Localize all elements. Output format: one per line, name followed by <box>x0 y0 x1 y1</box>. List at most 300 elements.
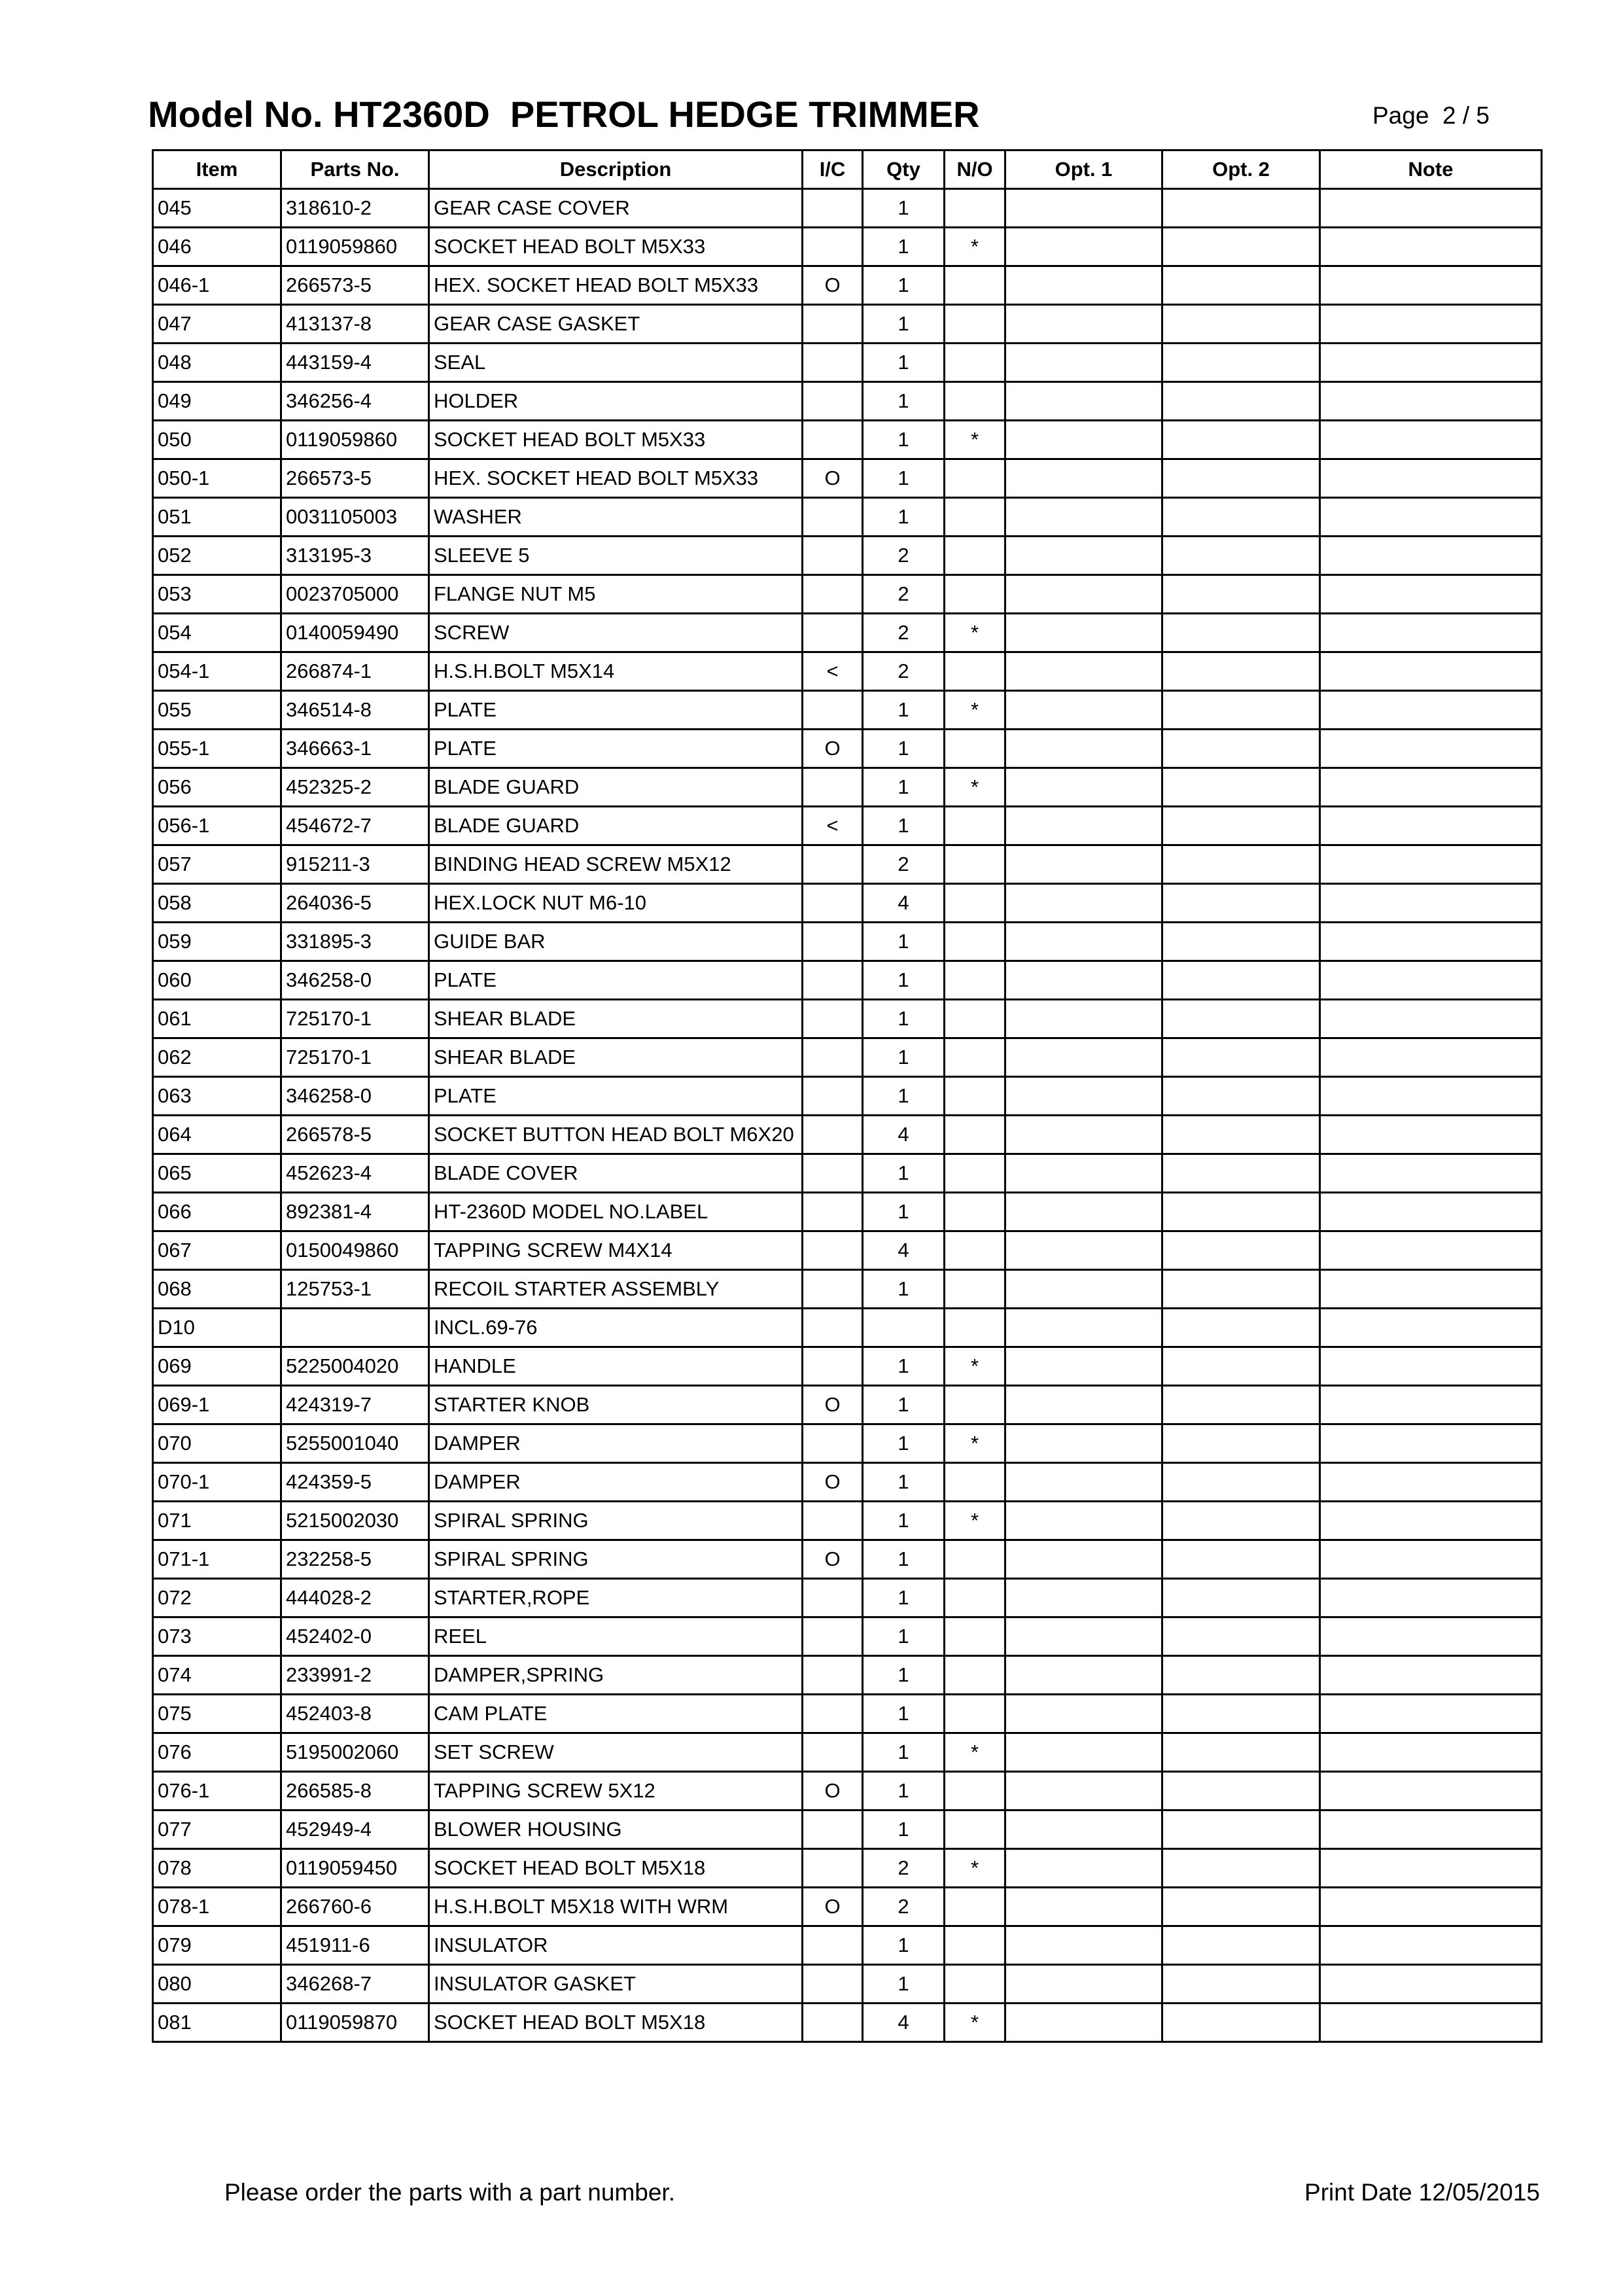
no-cell <box>945 1772 1005 1810</box>
parts-no-cell: 266573-5 <box>281 459 429 498</box>
opt1-cell <box>1005 498 1162 537</box>
opt1-cell <box>1005 768 1162 807</box>
description-cell: GUIDE BAR <box>429 923 803 961</box>
no-cell <box>945 1309 1005 1347</box>
opt2-cell <box>1162 305 1320 344</box>
note-cell <box>1320 1154 1542 1193</box>
item-cell: 067 <box>153 1231 281 1270</box>
ic-cell <box>803 498 863 537</box>
description-cell: HT-2360D MODEL NO.LABEL <box>429 1193 803 1231</box>
table-row <box>153 344 1542 382</box>
table-row <box>153 1347 1542 1386</box>
opt2-cell <box>1162 1038 1320 1077</box>
opt2-cell <box>1162 1270 1320 1309</box>
ic-cell <box>803 1154 863 1193</box>
qty-cell: 1 <box>863 1695 945 1733</box>
item-cell: 055-1 <box>153 730 281 768</box>
note-cell <box>1320 2004 1542 2042</box>
opt2-cell <box>1162 1309 1320 1347</box>
ic-cell <box>803 537 863 575</box>
parts-no-cell: 454672-7 <box>281 807 429 845</box>
table-row <box>153 1888 1542 1926</box>
no-cell <box>945 1270 1005 1309</box>
table-row <box>153 2004 1542 2042</box>
opt1-cell <box>1005 1849 1162 1888</box>
parts-no-cell: 266760-6 <box>281 1888 429 1926</box>
item-cell: 071 <box>153 1502 281 1540</box>
ic-cell: O <box>803 730 863 768</box>
table-row <box>153 1270 1542 1309</box>
description-cell: BLADE GUARD <box>429 807 803 845</box>
no-cell <box>945 1579 1005 1617</box>
opt1-cell <box>1005 344 1162 382</box>
qty-cell: 1 <box>863 807 945 845</box>
qty-cell: 1 <box>863 768 945 807</box>
ic-cell <box>803 1617 863 1656</box>
table-row <box>153 768 1542 807</box>
qty-cell: 1 <box>863 1926 945 1965</box>
qty-cell: 1 <box>863 1193 945 1231</box>
table-row <box>153 1695 1542 1733</box>
qty-cell: 1 <box>863 1810 945 1849</box>
ic-cell: O <box>803 1772 863 1810</box>
opt2-cell <box>1162 768 1320 807</box>
no-cell <box>945 266 1005 305</box>
qty-cell: 1 <box>863 1502 945 1540</box>
qty-cell: 1 <box>863 1617 945 1656</box>
table-row <box>153 652 1542 691</box>
parts-no-cell: 424319-7 <box>281 1386 429 1424</box>
note-cell <box>1320 1270 1542 1309</box>
ic-cell <box>803 575 863 614</box>
opt2-cell <box>1162 1193 1320 1231</box>
table-row <box>153 961 1542 1000</box>
opt2-cell <box>1162 1000 1320 1038</box>
note-cell <box>1320 189 1542 228</box>
description-cell: H.S.H.BOLT M5X14 <box>429 652 803 691</box>
table-row <box>153 845 1542 884</box>
qty-cell: 1 <box>863 305 945 344</box>
opt1-cell <box>1005 1772 1162 1810</box>
parts-no-cell: 413137-8 <box>281 305 429 344</box>
table-row <box>153 1540 1542 1579</box>
parts-no-cell: 725170-1 <box>281 1038 429 1077</box>
no-cell <box>945 1656 1005 1695</box>
opt2-cell <box>1162 730 1320 768</box>
opt1-cell <box>1005 1617 1162 1656</box>
opt1-cell <box>1005 266 1162 305</box>
opt1-cell <box>1005 1309 1162 1347</box>
opt2-cell <box>1162 807 1320 845</box>
no-cell: * <box>945 2004 1005 2042</box>
qty-cell: 1 <box>863 1463 945 1502</box>
qty-cell: 1 <box>863 691 945 730</box>
item-cell: 046-1 <box>153 266 281 305</box>
opt2-cell <box>1162 266 1320 305</box>
no-cell <box>945 189 1005 228</box>
opt1-cell <box>1005 575 1162 614</box>
table-row <box>153 1386 1542 1424</box>
item-cell: 063 <box>153 1077 281 1116</box>
item-cell: 073 <box>153 1617 281 1656</box>
no-cell <box>945 1116 1005 1154</box>
note-cell <box>1320 1077 1542 1116</box>
description-cell: PLATE <box>429 691 803 730</box>
column-header-no: N/O <box>945 150 1005 189</box>
ic-cell <box>803 1656 863 1695</box>
qty-cell: 1 <box>863 1540 945 1579</box>
opt1-cell <box>1005 1540 1162 1579</box>
item-cell: 053 <box>153 575 281 614</box>
description-cell: TAPPING SCREW 5X12 <box>429 1772 803 1810</box>
note-cell <box>1320 1926 1542 1965</box>
table-row <box>153 1502 1542 1540</box>
item-cell: 048 <box>153 344 281 382</box>
parts-no-cell: 0119059450 <box>281 1849 429 1888</box>
no-cell <box>945 923 1005 961</box>
table-row <box>153 1077 1542 1116</box>
note-cell <box>1320 1733 1542 1772</box>
item-cell: 074 <box>153 1656 281 1695</box>
ic-cell: O <box>803 1463 863 1502</box>
table-row <box>153 1231 1542 1270</box>
no-cell <box>945 1888 1005 1926</box>
qty-cell: 4 <box>863 1231 945 1270</box>
ic-cell <box>803 1424 863 1463</box>
ic-cell <box>803 1077 863 1116</box>
description-cell: H.S.H.BOLT M5X18 WITH WRM <box>429 1888 803 1926</box>
no-cell <box>945 1038 1005 1077</box>
table-row <box>153 1463 1542 1502</box>
description-cell: SHEAR BLADE <box>429 1038 803 1077</box>
qty-cell: 1 <box>863 961 945 1000</box>
no-cell <box>945 1617 1005 1656</box>
ic-cell: O <box>803 459 863 498</box>
parts-no-cell: 443159-4 <box>281 344 429 382</box>
description-cell: SEAL <box>429 344 803 382</box>
ic-cell <box>803 961 863 1000</box>
table-row <box>153 305 1542 344</box>
note-cell <box>1320 305 1542 344</box>
opt2-cell <box>1162 2004 1320 2042</box>
parts-no-cell: 0150049860 <box>281 1231 429 1270</box>
table-row <box>153 459 1542 498</box>
note-cell <box>1320 1617 1542 1656</box>
ic-cell <box>803 2004 863 2042</box>
opt1-cell <box>1005 1579 1162 1617</box>
description-cell: BLOWER HOUSING <box>429 1810 803 1849</box>
ic-cell <box>803 1000 863 1038</box>
column-header-description: Description <box>429 150 803 189</box>
table-row <box>153 228 1542 266</box>
item-cell: 049 <box>153 382 281 421</box>
item-cell: 050-1 <box>153 459 281 498</box>
description-cell: INSULATOR <box>429 1926 803 1965</box>
parts-no-cell: 725170-1 <box>281 1000 429 1038</box>
table-row <box>153 1810 1542 1849</box>
table-row <box>153 575 1542 614</box>
parts-no-cell: 5195002060 <box>281 1733 429 1772</box>
parts-no-cell: 0119059870 <box>281 2004 429 2042</box>
note-cell <box>1320 1502 1542 1540</box>
opt2-cell <box>1162 961 1320 1000</box>
opt2-cell <box>1162 1656 1320 1695</box>
note-cell <box>1320 1888 1542 1926</box>
note-cell <box>1320 1231 1542 1270</box>
qty-cell: 1 <box>863 923 945 961</box>
item-cell: 077 <box>153 1810 281 1849</box>
parts-no-cell: 266874-1 <box>281 652 429 691</box>
no-cell <box>945 305 1005 344</box>
item-cell: 057 <box>153 845 281 884</box>
qty-cell: 1 <box>863 1038 945 1077</box>
no-cell <box>945 1193 1005 1231</box>
no-cell: * <box>945 1502 1005 1540</box>
note-cell <box>1320 344 1542 382</box>
table-row <box>153 1617 1542 1656</box>
no-cell: * <box>945 768 1005 807</box>
table-row <box>153 1193 1542 1231</box>
parts-no-cell: 125753-1 <box>281 1270 429 1309</box>
note-cell <box>1320 884 1542 923</box>
parts-no-cell: 346663-1 <box>281 730 429 768</box>
qty-cell: 2 <box>863 1888 945 1926</box>
no-cell <box>945 807 1005 845</box>
column-header-qty: Qty <box>863 150 945 189</box>
no-cell <box>945 1965 1005 2004</box>
ic-cell <box>803 1270 863 1309</box>
qty-cell: 1 <box>863 382 945 421</box>
description-cell: DAMPER,SPRING <box>429 1656 803 1695</box>
opt1-cell <box>1005 1810 1162 1849</box>
opt1-cell <box>1005 1038 1162 1077</box>
table-row <box>153 691 1542 730</box>
description-cell: BLADE COVER <box>429 1154 803 1193</box>
opt1-cell <box>1005 1733 1162 1772</box>
opt2-cell <box>1162 923 1320 961</box>
opt1-cell <box>1005 1965 1162 2004</box>
no-cell <box>945 1077 1005 1116</box>
column-header-parts-no: Parts No. <box>281 150 429 189</box>
note-cell <box>1320 1193 1542 1231</box>
description-cell: SHEAR BLADE <box>429 1000 803 1038</box>
opt1-cell <box>1005 845 1162 884</box>
note-cell <box>1320 1540 1542 1579</box>
opt1-cell <box>1005 1386 1162 1424</box>
no-cell <box>945 537 1005 575</box>
description-cell: STARTER,ROPE <box>429 1579 803 1617</box>
qty-cell: 1 <box>863 459 945 498</box>
description-cell: SCREW <box>429 614 803 652</box>
parts-no-cell: 892381-4 <box>281 1193 429 1231</box>
ic-cell <box>803 1926 863 1965</box>
table-row <box>153 1309 1542 1347</box>
opt1-cell <box>1005 961 1162 1000</box>
ic-cell <box>803 614 863 652</box>
opt2-cell <box>1162 1695 1320 1733</box>
opt1-cell <box>1005 884 1162 923</box>
parts-no-cell: 451911-6 <box>281 1926 429 1965</box>
ic-cell: < <box>803 652 863 691</box>
ic-cell <box>803 1849 863 1888</box>
opt1-cell <box>1005 1888 1162 1926</box>
table-row <box>153 884 1542 923</box>
note-cell <box>1320 1386 1542 1424</box>
opt1-cell <box>1005 1926 1162 1965</box>
qty-cell: 1 <box>863 1154 945 1193</box>
opt2-cell <box>1162 1116 1320 1154</box>
opt1-cell <box>1005 382 1162 421</box>
opt1-cell <box>1005 1231 1162 1270</box>
note-cell <box>1320 845 1542 884</box>
description-cell: SOCKET HEAD BOLT M5X33 <box>429 421 803 459</box>
note-cell <box>1320 1000 1542 1038</box>
description-cell: INSULATOR GASKET <box>429 1965 803 2004</box>
qty-cell: 2 <box>863 614 945 652</box>
opt2-cell <box>1162 1926 1320 1965</box>
table-row <box>153 1579 1542 1617</box>
opt1-cell <box>1005 537 1162 575</box>
parts-table <box>152 149 1543 2043</box>
no-cell <box>945 575 1005 614</box>
opt1-cell <box>1005 421 1162 459</box>
no-cell <box>945 1540 1005 1579</box>
qty-cell: 1 <box>863 1772 945 1810</box>
opt1-cell <box>1005 2004 1162 2042</box>
item-cell: 061 <box>153 1000 281 1038</box>
ic-cell: O <box>803 1888 863 1926</box>
no-cell <box>945 382 1005 421</box>
item-cell: 052 <box>153 537 281 575</box>
no-cell: * <box>945 228 1005 266</box>
opt1-cell <box>1005 189 1162 228</box>
ic-cell <box>803 1502 863 1540</box>
no-cell <box>945 730 1005 768</box>
ic-cell <box>803 691 863 730</box>
item-cell: 072 <box>153 1579 281 1617</box>
opt1-cell <box>1005 1077 1162 1116</box>
parts-no-cell: 0140059490 <box>281 614 429 652</box>
opt1-cell <box>1005 730 1162 768</box>
qty-cell: 1 <box>863 228 945 266</box>
parts-no-cell: 5255001040 <box>281 1424 429 1463</box>
no-cell: * <box>945 1733 1005 1772</box>
parts-no-cell: 452403-8 <box>281 1695 429 1733</box>
parts-no-cell: 318610-2 <box>281 189 429 228</box>
note-cell <box>1320 961 1542 1000</box>
description-cell: FLANGE NUT M5 <box>429 575 803 614</box>
opt2-cell <box>1162 1463 1320 1502</box>
order-note: Please order the parts with a part number. <box>224 2179 675 2206</box>
description-cell: SLEEVE 5 <box>429 537 803 575</box>
ic-cell <box>803 1193 863 1231</box>
opt1-cell <box>1005 1656 1162 1695</box>
opt2-cell <box>1162 575 1320 614</box>
parts-no-cell: 0023705000 <box>281 575 429 614</box>
opt2-cell <box>1162 652 1320 691</box>
opt1-cell <box>1005 1116 1162 1154</box>
item-cell: 079 <box>153 1926 281 1965</box>
item-cell: 078-1 <box>153 1888 281 1926</box>
note-cell <box>1320 1463 1542 1502</box>
opt2-cell <box>1162 614 1320 652</box>
opt2-cell <box>1162 1347 1320 1386</box>
opt2-cell <box>1162 1965 1320 2004</box>
no-cell <box>945 1154 1005 1193</box>
table-row <box>153 537 1542 575</box>
item-cell: 071-1 <box>153 1540 281 1579</box>
description-cell: SET SCREW <box>429 1733 803 1772</box>
qty-cell: 4 <box>863 2004 945 2042</box>
description-cell: SOCKET HEAD BOLT M5X18 <box>429 2004 803 2042</box>
description-cell: BINDING HEAD SCREW M5X12 <box>429 845 803 884</box>
opt1-cell <box>1005 614 1162 652</box>
description-cell: HOLDER <box>429 382 803 421</box>
no-cell: * <box>945 1347 1005 1386</box>
opt1-cell <box>1005 1463 1162 1502</box>
qty-cell: 1 <box>863 1965 945 2004</box>
opt2-cell <box>1162 459 1320 498</box>
opt2-cell <box>1162 1888 1320 1926</box>
note-cell <box>1320 1965 1542 2004</box>
qty-cell: 1 <box>863 1579 945 1617</box>
ic-cell <box>803 228 863 266</box>
ic-cell <box>803 1038 863 1077</box>
opt1-cell <box>1005 305 1162 344</box>
note-cell <box>1320 1849 1542 1888</box>
item-cell: 051 <box>153 498 281 537</box>
opt2-cell <box>1162 1579 1320 1617</box>
item-cell: 080 <box>153 1965 281 2004</box>
item-cell: 060 <box>153 961 281 1000</box>
description-cell: SPIRAL SPRING <box>429 1540 803 1579</box>
no-cell <box>945 344 1005 382</box>
item-cell: 070-1 <box>153 1463 281 1502</box>
opt1-cell <box>1005 1424 1162 1463</box>
table-row <box>153 923 1542 961</box>
parts-no-cell: 424359-5 <box>281 1463 429 1502</box>
table-row <box>153 1733 1542 1772</box>
parts-no-cell: 233991-2 <box>281 1656 429 1695</box>
table-row <box>153 1772 1542 1810</box>
description-cell: BLADE GUARD <box>429 768 803 807</box>
opt1-cell <box>1005 691 1162 730</box>
item-cell: 068 <box>153 1270 281 1309</box>
qty-cell: 1 <box>863 189 945 228</box>
parts-no-cell: 452623-4 <box>281 1154 429 1193</box>
table-row <box>153 614 1542 652</box>
parts-no-cell: 266578-5 <box>281 1116 429 1154</box>
note-cell <box>1320 1116 1542 1154</box>
no-cell: * <box>945 1849 1005 1888</box>
parts-no-cell: 313195-3 <box>281 537 429 575</box>
qty-cell: 1 <box>863 421 945 459</box>
description-cell: GEAR CASE GASKET <box>429 305 803 344</box>
item-cell: 062 <box>153 1038 281 1077</box>
description-cell: SOCKET BUTTON HEAD BOLT M6X20 <box>429 1116 803 1154</box>
qty-cell: 2 <box>863 1849 945 1888</box>
note-cell <box>1320 498 1542 537</box>
no-cell <box>945 652 1005 691</box>
no-cell <box>945 1000 1005 1038</box>
parts-no-cell: 232258-5 <box>281 1540 429 1579</box>
opt1-cell <box>1005 1502 1162 1540</box>
table-row <box>153 1424 1542 1463</box>
opt2-cell <box>1162 344 1320 382</box>
opt2-cell <box>1162 1154 1320 1193</box>
parts-no-cell: 346268-7 <box>281 1965 429 2004</box>
description-cell: PLATE <box>429 730 803 768</box>
